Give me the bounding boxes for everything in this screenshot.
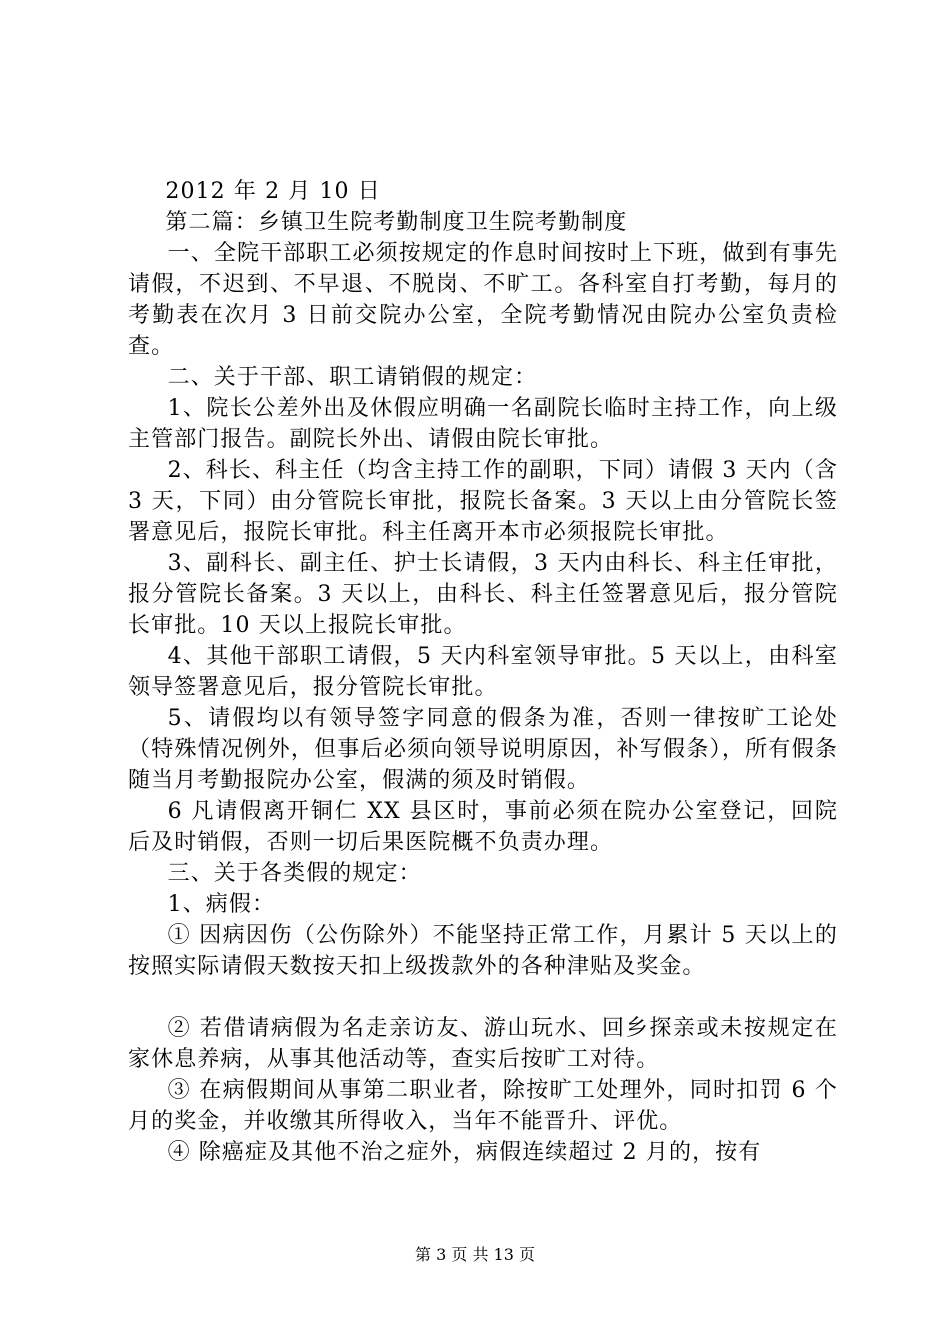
paragraph-10: 1、病假：: [167, 892, 276, 917]
paragraph-14: ④ 除癌症及其他不治之症外，病假连续超过 2 月的，按有: [167, 1140, 762, 1165]
paragraph-9: 三、关于各类假的规定：: [167, 861, 422, 886]
paragraph-8: 6 凡请假离开铜仁 XX 县区时，事前必须在院办公室登记，回院后及时销假，否则一切后果医院概不负责办理。: [128, 799, 838, 855]
document-heading: 第二篇：乡镇卫生院考勤制度卫生院考勤制度: [165, 210, 628, 235]
paragraph-13: ③ 在病假期间从事第二职业者，除按旷工处理外，同时扣罚 6 个月的奖金，并收缴其所得收入，当年不能晋升、评优。: [128, 1078, 838, 1134]
paragraph-gap: [128, 982, 838, 1013]
paragraph-2: 二、关于干部、职工请销假的规定：: [167, 365, 538, 390]
paragraph-6: 4、其他干部职工请假，5 天内科室领导审批。5 天以上，由科室领导签署意见后，报分管院长审批。: [128, 644, 838, 700]
paragraph-12: ② 若借请病假为名走亲访友、游山玩水、回乡探亲或未按规定在家休息养病，从事其他活动等，查实后按旷工对待。: [128, 1016, 838, 1072]
paragraph-1: 一、全院干部职工必须按规定的作息时间按时上下班，做到有事先请假，不迟到、不早退、不脱岗、不旷工。各科室自打考勤，每月的考勤表在次月 3 日前交院办公室，全院考勤情况由院办公室负责检查。: [128, 241, 838, 359]
document-date: 2012 年 2 月 10 日: [165, 179, 381, 204]
page-footer: 第 3 页 共 13 页: [415, 1245, 535, 1264]
paragraph-11: ① 因病因伤（公伤除外）不能坚持正常工作，月累计 5 天以上的按照实际请假天数按天扣上级拨款外的各种津贴及奖金。: [128, 923, 838, 979]
paragraph-3: 1、院长公差外出及休假应明确一名副院长临时主持工作，向上级主管部门报告。副院长外出、请假由院长审批。: [128, 396, 838, 452]
paragraph-4: 2、科长、科主任（均含主持工作的副职，下同）请假 3 天内（含 3 天，下同）由分管院长审批，报院长备案。3 天以上由分管院长签署意见后，报院长审批。科主任离开本市必须报院长审批。: [128, 458, 838, 545]
document-body: [128, 176, 838, 1168]
paragraph-5: 3、副科长、副主任、护士长请假，3 天内由科长、科主任审批，报分管院长备案。3 天以上，由科长、科主任签署意见后，报分管院长审批。10 天以上报院长审批。: [128, 551, 838, 638]
paragraph-7: 5、请假均以有领导签字同意的假条为准，否则一律按旷工论处（特殊情况例外，但事后必须向领导说明原因，补写假条），所有假条随当月考勤报院办公室，假满的须及时销假。: [128, 706, 838, 793]
